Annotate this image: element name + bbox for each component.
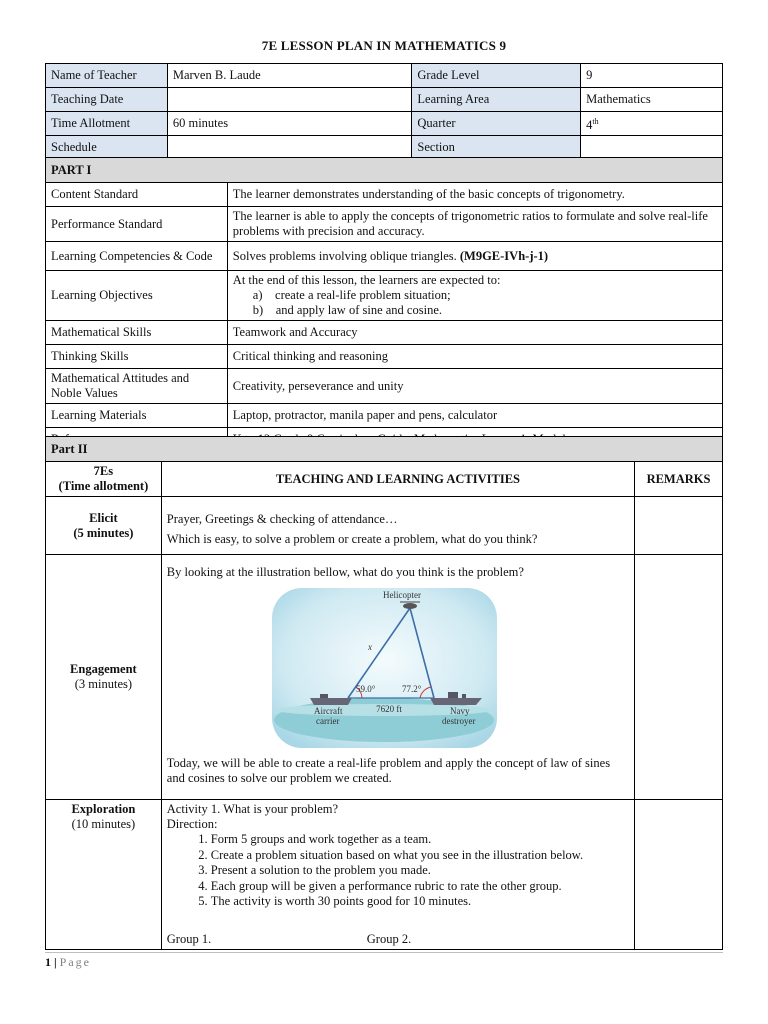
thinking-skills-label: Thinking Skills bbox=[46, 345, 228, 369]
helicopter-illustration bbox=[272, 588, 497, 748]
exploration-activity-title: Activity 1. What is your problem? bbox=[166, 802, 339, 816]
engagement-activities bbox=[161, 555, 634, 800]
objective-item bbox=[233, 288, 717, 303]
math-skills-value: Teamwork and Accuracy bbox=[227, 321, 722, 345]
angle-right-label: 77.2° bbox=[401, 684, 422, 694]
objective-letter: b) bbox=[252, 303, 264, 317]
part2-heading: Part II bbox=[46, 437, 723, 462]
section-label: Section bbox=[412, 136, 581, 160]
time-label: Time Allotment bbox=[46, 112, 168, 136]
elicit-activities bbox=[161, 497, 634, 555]
col-7es-header bbox=[46, 462, 162, 497]
page-word: Page bbox=[59, 955, 91, 969]
content-standard-value: The learner demonstrates understanding of the basic concepts of trigonometry. bbox=[227, 183, 722, 207]
elicit-remarks bbox=[635, 497, 723, 555]
group-row bbox=[167, 932, 629, 947]
competency-text: Solves problems involving oblique triangles. bbox=[232, 248, 457, 263]
date-label: Teaching Date bbox=[46, 88, 168, 112]
exploration-activities bbox=[161, 800, 634, 950]
quarter-number: 4 bbox=[586, 118, 593, 133]
schedule-label: Schedule bbox=[46, 136, 168, 160]
performance-standard-value: The learner is able to apply the concepts of trigonometric ratios to formulate and solve real-life problems with precision and accuracy. bbox=[227, 207, 722, 242]
objectives-label: Learning Objectives bbox=[46, 271, 228, 321]
list-item: 2. Create a problem situation based on what you see in the illustration below. bbox=[211, 848, 629, 864]
carrier-label-1: Aircraft bbox=[313, 706, 343, 716]
part2-table bbox=[45, 436, 723, 950]
attitudes-label: Mathematical Attitudes and Noble Values bbox=[46, 369, 228, 404]
teacher-label: Name of Teacher bbox=[46, 64, 168, 88]
part1-heading: PART I bbox=[46, 158, 723, 183]
quarter-value bbox=[581, 112, 723, 136]
materials-value: Laptop, protractor, manila paper and pens, calculator bbox=[227, 404, 722, 428]
time-value: 60 minutes bbox=[167, 112, 412, 136]
quarter-label: Quarter bbox=[412, 112, 581, 136]
quarter-suffix: th bbox=[592, 117, 599, 126]
helicopter-label: Helicopter bbox=[382, 590, 421, 600]
col-activities-header: TEACHING AND LEARNING ACTIVITIES bbox=[161, 462, 634, 497]
objectives-intro: At the end of this lesson, the learners are expected to: bbox=[232, 273, 501, 287]
engagement-line-1: By looking at the illustration bellow, what do you think is the problem? bbox=[166, 565, 524, 579]
content-standard-label: Content Standard bbox=[46, 183, 228, 207]
distance-label: 7620 ft bbox=[375, 704, 402, 714]
attitudes-value: Creativity, perseverance and unity bbox=[227, 369, 722, 404]
math-skills-label: Mathematical Skills bbox=[46, 321, 228, 345]
side-x-label: x bbox=[367, 642, 372, 652]
grade-value: 9 bbox=[581, 64, 723, 88]
group-2-label: Group 2. bbox=[366, 931, 412, 946]
elicit-line-1: Prayer, Greetings & checking of attendance… bbox=[166, 512, 398, 526]
destroyer-label-1: Navy bbox=[449, 706, 470, 716]
group-1-label: Group 1. bbox=[166, 931, 212, 946]
objective-item bbox=[233, 303, 717, 318]
col-7es-subtitle: (Time allotment) bbox=[58, 479, 149, 493]
exploration-phase bbox=[46, 800, 162, 950]
objective-letter: a) bbox=[252, 288, 263, 302]
engagement-phase bbox=[46, 555, 162, 800]
area-value: Mathematics bbox=[581, 88, 723, 112]
elicit-name: Elicit bbox=[89, 510, 118, 525]
competencies-label: Learning Competencies & Code bbox=[46, 242, 228, 271]
angle-left-label: 59.0° bbox=[355, 684, 376, 694]
thinking-skills-value: Critical thinking and reasoning bbox=[227, 345, 722, 369]
list-item: 5. The activity is worth 30 points good for 10 minutes. bbox=[211, 894, 629, 910]
part1-table bbox=[45, 157, 723, 451]
page-footer bbox=[45, 955, 91, 970]
header-table bbox=[45, 63, 723, 160]
date-value bbox=[167, 88, 412, 112]
elicit-time: (5 minutes) bbox=[73, 525, 134, 540]
exploration-steps bbox=[167, 832, 629, 910]
engagement-time: (3 minutes) bbox=[74, 677, 133, 691]
engagement-name: Engagement bbox=[70, 662, 137, 676]
footer-divider bbox=[45, 952, 723, 953]
exploration-remarks bbox=[635, 800, 723, 950]
objectives-value bbox=[227, 271, 722, 321]
list-item: 4. Each group will be given a performance rubric to rate the other group. bbox=[211, 879, 629, 895]
list-item: 3. Present a solution to the problem you made. bbox=[211, 863, 629, 879]
carrier-label-2: carrier bbox=[315, 716, 340, 726]
elicit-line-2: Which is easy, to solve a problem or create a problem, what do you think? bbox=[166, 532, 538, 546]
list-item: 1. Form 5 groups and work together as a team. bbox=[211, 832, 629, 848]
engagement-remarks bbox=[635, 555, 723, 800]
competencies-value bbox=[227, 242, 722, 271]
exploration-direction: Direction: bbox=[166, 817, 218, 831]
teacher-value: Marven B. Laude bbox=[167, 64, 412, 88]
col-remarks-header: REMARKS bbox=[635, 462, 723, 497]
grade-label: Grade Level bbox=[412, 64, 581, 88]
performance-standard-label: Performance Standard bbox=[46, 207, 228, 242]
area-label: Learning Area bbox=[412, 88, 581, 112]
footer-separator: | bbox=[54, 955, 57, 969]
page-number: 1 bbox=[45, 955, 51, 969]
destroyer-label-2: destroyer bbox=[441, 716, 476, 726]
materials-label: Learning Materials bbox=[46, 404, 228, 428]
exploration-time: (10 minutes) bbox=[71, 817, 136, 831]
engagement-line-2: Today, we will be able to create a real-life problem and apply the concept of law of sines and cosines to solve our problem we created. bbox=[166, 756, 611, 785]
document-title: 7E LESSON PLAN IN MATHEMATICS 9 bbox=[261, 38, 507, 53]
competency-code: (M9GE-IVh-j-1) bbox=[459, 248, 549, 263]
col-7es-title: 7Es bbox=[93, 464, 114, 478]
exploration-name: Exploration bbox=[71, 802, 136, 816]
objective-text: and apply law of sine and cosine. bbox=[275, 303, 442, 317]
elicit-phase bbox=[46, 497, 162, 555]
objective-text: create a real-life problem situation; bbox=[275, 288, 451, 302]
